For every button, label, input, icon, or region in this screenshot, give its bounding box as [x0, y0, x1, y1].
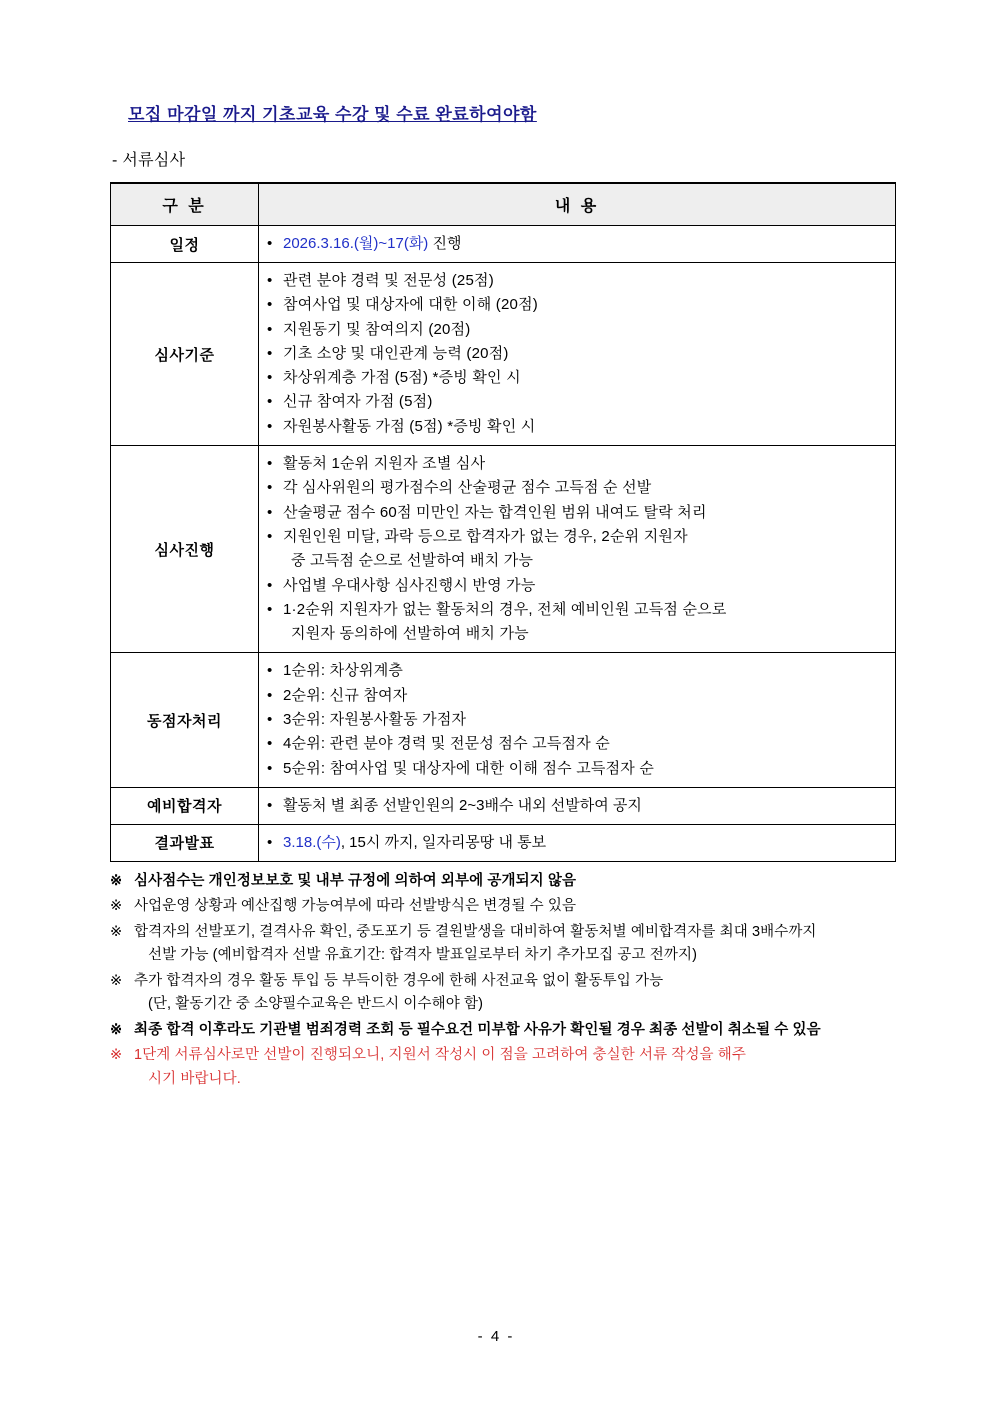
page-number: - 4 -: [477, 1328, 515, 1345]
list-item: [267, 598, 887, 647]
note-mark: ※: [110, 972, 123, 989]
note-mark: ※: [110, 872, 123, 889]
list-item: [267, 476, 887, 500]
row-content-result: [259, 824, 896, 861]
list-item: [267, 415, 887, 439]
screening-table: [110, 182, 896, 862]
note-mark: ※: [110, 923, 123, 940]
list-item-text: 신규 참여자 가점 (5점): [283, 393, 433, 411]
note-item: [110, 1019, 910, 1042]
table-row: [111, 787, 896, 824]
table-header-content: 내 용: [259, 183, 896, 226]
note-item: [110, 1044, 910, 1091]
list-item: [267, 390, 887, 414]
row-content-reserve: [259, 787, 896, 824]
note-mark: ※: [110, 898, 123, 915]
list-item-text: 자원봉사활동 가점 (5점) *증빙 확인 시: [283, 417, 536, 435]
list-item: [267, 659, 887, 683]
table-row: [111, 653, 896, 787]
list-item: [267, 318, 887, 342]
row-content-tiebreak: [259, 653, 896, 787]
result-date: 3.18.(수): [283, 833, 341, 851]
list-item-text: 산술평균 점수 60점 미만인 자는 합격인원 범위 내여도 탈락 처리: [283, 503, 707, 521]
note-mark: ※: [110, 1047, 123, 1064]
list-item-text: 3순위: 자원봉사활동 가점자: [283, 711, 467, 729]
table-body: [111, 183, 896, 861]
note-item: [110, 970, 910, 1017]
note-text: 추가 합격자의 경우 활동 투입 등 부득이한 경우에 한해 사전교육 없이 활동투입 가능: [134, 972, 664, 989]
note-item: [110, 895, 910, 918]
list-item: [267, 342, 887, 366]
list-item-continuation: 중 고득점 순으로 선발하여 배치 가능: [291, 552, 534, 570]
tiebreak-list: [267, 659, 887, 780]
list-item-text: 차상위계층 가점 (5점) *증빙 확인 시: [283, 369, 521, 387]
row-label-result: 결과발표: [111, 824, 259, 861]
schedule-date: 2026.3.16.(월)~17(화): [283, 235, 429, 252]
note-mark: ※: [110, 1021, 123, 1038]
list-item-text: 활동처 1순위 지원자 조별 심사: [283, 455, 486, 473]
list-item: [267, 708, 887, 732]
note-text: 1단계 서류심사로만 선발이 진행되오니, 지원서 작성시 이 점을 고려하여 충실한 서류 작성을 해주: [134, 1047, 747, 1064]
list-item-text: 1순위: 차상위계층: [283, 662, 404, 680]
row-label-process: 심사진행: [111, 446, 259, 653]
row-label-reserve: 예비합격자: [111, 787, 259, 824]
result-rest: , 15시 까지, 일자리몽땅 내 통보: [340, 833, 547, 851]
note-text: 최종 합격 이후라도 기관별 범죄경력 조회 등 필수요건 미부합 사유가 확인될 경우 최종 선발이 취소될 수 있음: [134, 1021, 821, 1038]
note-item: [110, 870, 910, 893]
table-row: [111, 446, 896, 653]
list-item: [267, 293, 887, 317]
page-headline: 모집 마감일 까지 기초교육 수강 및 수료 완료하여야함: [128, 105, 537, 124]
row-label-criteria: 심사기준: [111, 263, 259, 446]
table-header-category: 구 분: [111, 183, 259, 226]
result-line: [267, 831, 887, 855]
note-subtext: 선발 가능 (예비합격자 선발 유효기간: 합격자 발표일로부터 차기 추가모집 공고 전까지): [148, 947, 698, 964]
table-header-row: [111, 183, 896, 226]
list-item: [267, 269, 887, 293]
list-item: [267, 501, 887, 525]
reserve-line: • 활동처 별 최종 선발인원의 2~3배수 내외 선발하여 공지: [267, 794, 887, 818]
list-item: [267, 452, 887, 476]
list-item-text: 사업별 우대사항 심사진행시 반영 가능: [283, 576, 536, 594]
row-content-schedule: [259, 226, 896, 263]
list-item-text: 5순위: 참여사업 및 대상자에 대한 이해 점수 고득점자 순: [283, 759, 655, 777]
list-item-text: 2순위: 신규 참여자: [283, 686, 408, 704]
list-item-text: 관련 분야 경력 및 전문성 (25점): [283, 272, 494, 289]
list-item: [267, 732, 887, 756]
row-label-schedule: 일정: [111, 226, 259, 263]
note-text: 심사점수는 개인정보보호 및 내부 규정에 의하여 외부에 공개되지 않음: [134, 872, 577, 889]
list-item-continuation: 지원자 동의하에 선발하여 배치 가능: [291, 625, 529, 643]
schedule-line: [267, 232, 887, 256]
row-content-criteria: [259, 263, 896, 446]
list-item: [267, 525, 887, 574]
criteria-list: [267, 269, 887, 439]
list-item-text: 1·2순위 지원자가 없는 활동처의 경우, 전체 예비인원 고득점 순으로: [283, 600, 727, 618]
note-subtext: 시기 바랍니다.: [148, 1070, 241, 1087]
note-subtext: (단, 활동기간 중 소양필수교육은 반드시 이수해야 함): [148, 996, 484, 1013]
list-item-text: 지원동기 및 참여의지 (20점): [283, 320, 471, 338]
list-item-text: 각 심사위원의 평가점수의 산술평균 점수 고득점 순 선발: [283, 479, 652, 497]
table-row: [111, 226, 896, 263]
list-item: [267, 366, 887, 390]
row-label-tiebreak: 동점자처리: [111, 653, 259, 787]
list-item-text: 4순위: 관련 분야 경력 및 전문성 점수 고득점자 순: [283, 735, 610, 753]
list-item-text: 지원인원 미달, 과락 등으로 합격자가 없는 경우, 2순위 지원자: [283, 527, 688, 545]
list-item: [267, 684, 887, 708]
section-label: - 서류심사: [112, 152, 186, 169]
notes-list: [110, 870, 910, 1091]
process-list: [267, 452, 887, 646]
table-row: [111, 263, 896, 446]
list-item: [267, 757, 887, 781]
note-text: 합격자의 선발포기, 결격사유 확인, 중도포기 등 결원발생을 대비하여 활동처별 예비합격자를 최대 3배수까지: [134, 923, 817, 940]
table-row: [111, 824, 896, 861]
list-item-text: 참여사업 및 대상자에 대한 이해 (20점): [283, 296, 538, 314]
schedule-rest: 진행: [428, 235, 462, 252]
list-item-text: 기초 소양 및 대인관계 능력 (20점): [283, 344, 509, 362]
note-text: 사업운영 상황과 예산집행 가능여부에 따라 선발방식은 변경될 수 있음: [134, 898, 577, 915]
note-item: [110, 921, 910, 968]
list-item: [267, 574, 887, 598]
row-content-process: [259, 446, 896, 653]
